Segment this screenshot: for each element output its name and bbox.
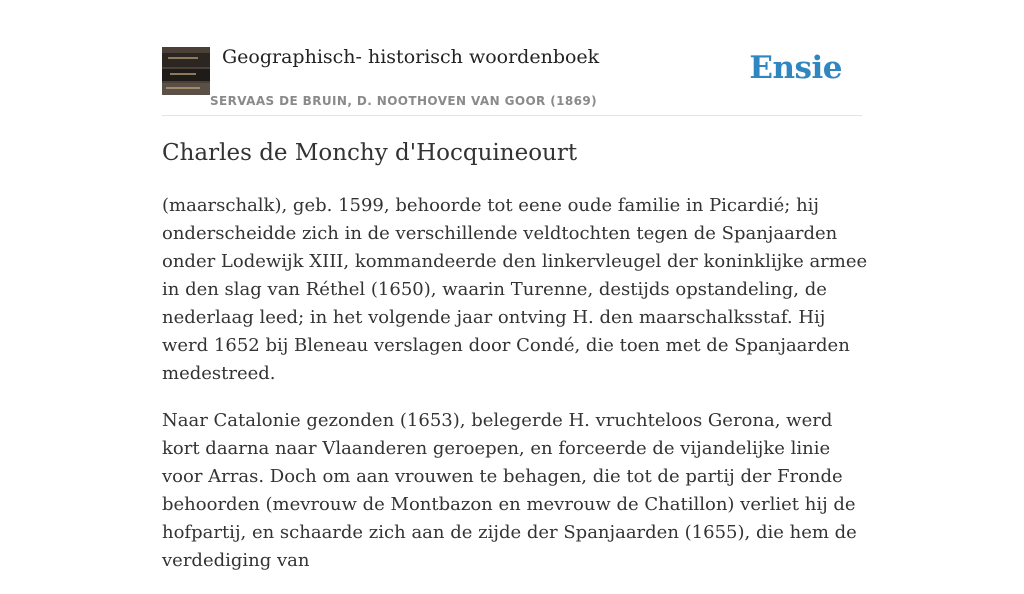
book-header: [162, 0, 862, 116]
book-authors: SERVAAS DE BRUIN, D. NOOTHOVEN VAN GOOR (1869): [210, 94, 598, 108]
book-title[interactable]: Geographisch- historisch woordenboek: [222, 46, 600, 68]
entry-body: [162, 192, 868, 594]
entry-paragraph: (maarschalk), geb. 1599, behoorde tot eene oude familie in Picardié; hij onderscheidde zich in de verschillende veldtochten tegen de Spanjaarden onder Lodewijk XIII, kommandeerde den linkervleugel der koninklijke armee in den slag van Réthel (1650), waarin Turenne, destijds opstandeling, de nederlaag leed; in het volgende jaar ontving H. den maarschalksstaf. Hij werd 1652 bij Bleneau verslagen door Condé, die toen met de Spanjaarden medestreed.: [162, 195, 868, 384]
brand-logo[interactable]: Ensie: [749, 50, 842, 86]
entry-title: Charles de Monchy d'Hocquineourt: [162, 140, 578, 166]
content-container: [162, 0, 868, 571]
entry-paragraph: Naar Catalonie gezonden (1653), belegerde H. vruchteloos Gerona, werd kort daarna naar Vlaanderen geroepen, en forceerde de vijandelijke linie voor Arras. Doch om aan vrouwen te behagen, die tot de partij der Fronde behoorden (mevrouw de Montbazon en mevrouw de Chatillon) verliet hij de hofpartij, en schaarde zich aan de zijde der Spanjaarden (1655), die hem de verdediging van: [162, 410, 857, 571]
book-cover-icon[interactable]: [162, 47, 210, 95]
